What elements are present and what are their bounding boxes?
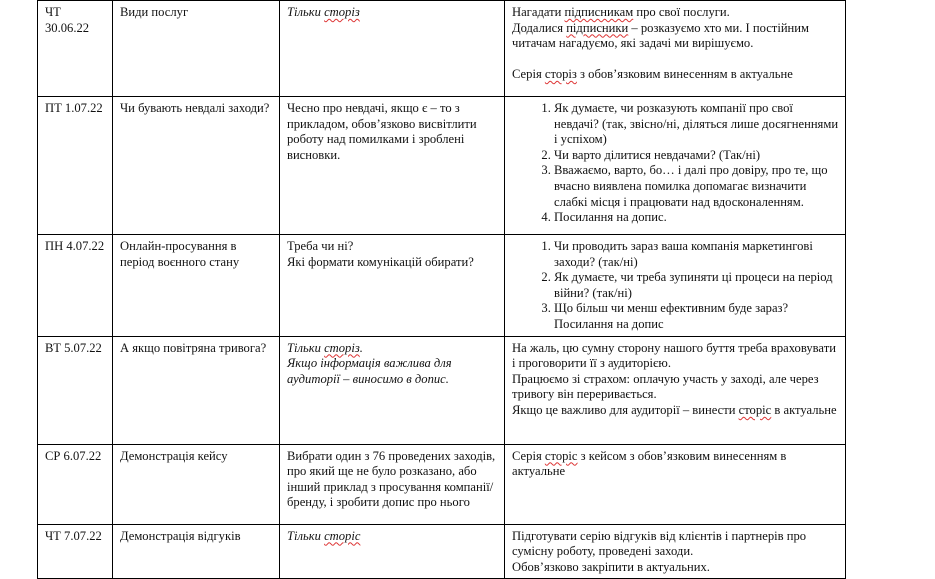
list-item: 1. Як думаєте, чи розказують компанії про свої невдачі? (так, звісно/ні, діляться лише досягненнями і успіхом)	[554, 101, 839, 148]
topic-cell	[113, 524, 280, 579]
description-text: На жаль, цю сумну сторону нашого буття треба враховувати і проговорити її з аудиторією.	[512, 340, 836, 371]
topic-cell	[113, 235, 280, 337]
topic-text: Демонстрація відгуків	[120, 528, 241, 543]
format-text: Які формати комунікацій обирати?	[287, 254, 474, 269]
date-text: СР 6.07.22	[45, 448, 102, 463]
format-text: .	[359, 340, 363, 355]
format-cell	[280, 97, 505, 235]
description-cell	[505, 444, 846, 524]
format-text: Якщо інформація важлива для аудиторії – виносимо в допис.	[287, 356, 452, 386]
description-text: Працюємо зі страхом: оплачую участь у заході, але через тривогу він переривається.	[512, 371, 819, 402]
date-cell	[38, 97, 113, 235]
description-cell	[505, 336, 846, 444]
misspelled-word: сторіз	[324, 5, 360, 19]
date-cell	[38, 1, 113, 97]
format-text: Треба чи ні?	[287, 239, 354, 253]
description-text: – розказуємо хто ми. І постійним	[628, 20, 810, 35]
list-item: 1. Чи проводить зараз ваша компанія маркетингові заходи? (так/ні)	[554, 239, 839, 270]
topic-text: Демонстрація кейсу	[120, 448, 228, 463]
list-item: 2. Як думаєте, чи треба зупиняти ці процеси на період війни? (так/ні)	[554, 270, 839, 301]
description-text: Підготувати серію відгуків від клієнтів і партнерів про сумісну роботу, проведені заходи.	[512, 528, 807, 559]
misspelled-word: сторіз	[544, 66, 577, 81]
topic-cell	[113, 97, 280, 235]
description-cell	[505, 1, 846, 97]
list-item: 3. Що більш чи менш ефективним буде зараз? Посилання на допис	[554, 301, 839, 332]
table-row	[38, 97, 846, 235]
date-cell	[38, 235, 113, 337]
topic-text: Онлайн-просування в період воєнного стану	[120, 239, 240, 269]
content-plan-table	[37, 0, 846, 579]
question-list	[512, 239, 839, 333]
description-text: з обов’язковим винесенням в актуальне	[576, 66, 793, 81]
format-cell	[280, 235, 505, 337]
table-row	[38, 336, 846, 444]
format-text: Тільки	[287, 528, 325, 543]
misspelled-word: сторіс	[738, 402, 772, 417]
misspelled-word: сторіз	[324, 340, 360, 355]
table-row	[38, 444, 846, 524]
format-text: Тільки	[287, 5, 325, 19]
topic-text: А якщо повітряна тривога?	[120, 340, 267, 355]
description-text: Серія	[512, 448, 545, 463]
date-text: ВТ 5.07.22	[45, 340, 102, 355]
topic-text: Чи бувають невдалі заходи?	[120, 101, 270, 115]
format-text: Тільки	[287, 340, 325, 355]
date-text: ПН 4.07.22	[45, 239, 105, 253]
list-item: 2. Чи варто ділитися невдачами? (Так/ні)	[554, 148, 839, 164]
topic-cell	[113, 1, 280, 97]
description-text: читачам нагадуємо, які задачі ми вирішуємо.	[512, 36, 754, 51]
misspelled-word: підписники	[566, 20, 629, 35]
date-cell	[38, 524, 113, 579]
description-cell	[505, 97, 846, 235]
format-cell	[280, 1, 505, 97]
date-cell	[38, 336, 113, 444]
table-row	[38, 524, 846, 579]
list-item: 4. Посилання на допис.	[554, 210, 839, 226]
format-cell	[280, 444, 505, 524]
topic-cell	[113, 444, 280, 524]
date-text: ПТ 1.07.22	[45, 101, 103, 115]
date-cell	[38, 444, 113, 524]
description-cell	[505, 524, 846, 579]
description-text: Додалися	[512, 20, 567, 35]
format-text: Чесно про невдачі, якщо є – то з прикладом, обов’язково висвітлити роботу над помилками і зроблені висновки.	[287, 101, 477, 162]
misspelled-word: сторіс	[544, 448, 578, 463]
table-row	[38, 1, 846, 97]
description-text: Обов’язково закріпити в актуальних.	[512, 559, 710, 574]
date-text: ЧТ 7.07.22	[45, 528, 102, 543]
question-list	[512, 101, 839, 226]
description-text: Серія	[512, 66, 545, 81]
misspelled-word: підписникам	[564, 5, 634, 19]
misspelled-word: сторіс	[324, 528, 361, 543]
description-text: Якщо це важливо для аудиторії – винести	[512, 402, 739, 417]
description-text: в актуальне	[771, 402, 837, 417]
format-cell	[280, 336, 505, 444]
topic-text: Види послуг	[120, 5, 189, 19]
table-row	[38, 235, 846, 337]
description-cell	[505, 235, 846, 337]
topic-cell	[113, 336, 280, 444]
list-item: 3. Вважаємо, варто, бо… і далі про довіру, про те, що вчасно виявлена помилка допомагає визначити слабкі місця і працювати над вдосконаленням.	[554, 163, 839, 210]
description-text: про свої послуги.	[633, 5, 730, 19]
date-text: ЧТ 30.06.22	[45, 5, 90, 35]
format-cell	[280, 524, 505, 579]
description-text: Нагадати	[512, 5, 565, 19]
format-text: Вибрати один з 76 проведених заходів, про який ще не було розказано, або інший приклад з просування компанії/бренду, і зробити допис про нього	[287, 448, 496, 510]
description-text: з кейсом з обов’язковим винесенням в актуальне	[512, 448, 787, 479]
